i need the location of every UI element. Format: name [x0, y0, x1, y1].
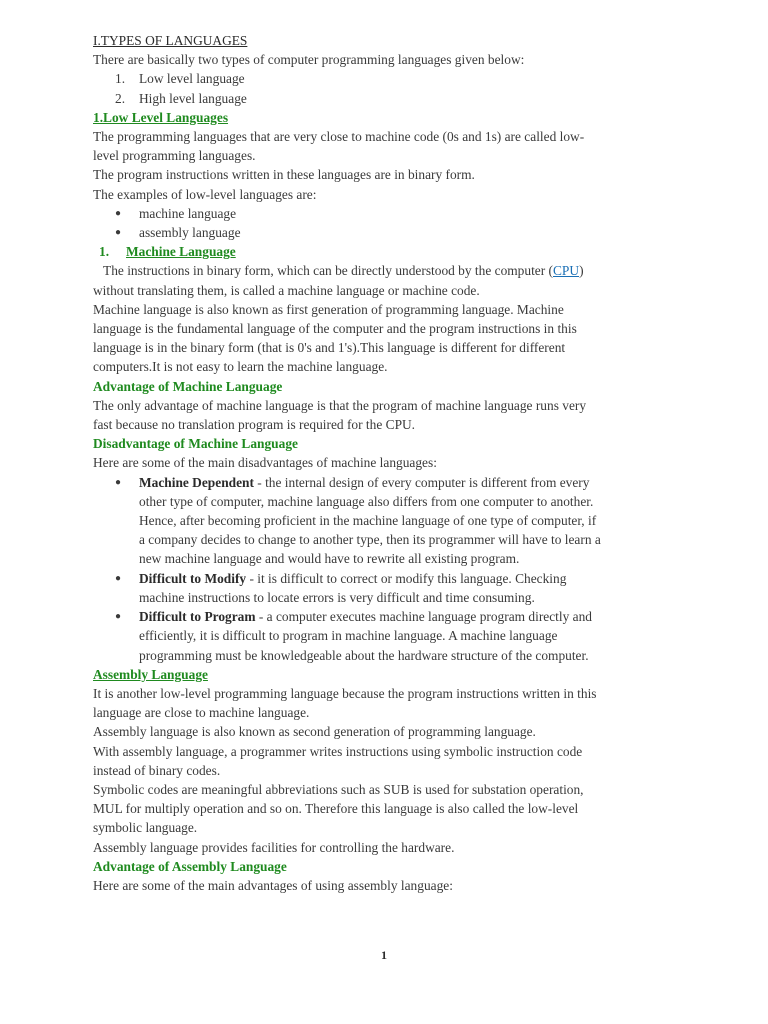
language-types-list: [93, 69, 683, 107]
disadvantage-text: machine instructions to locate errors is very difficult and time consuming.: [139, 589, 535, 605]
disadvantage-text: - the internal design of every computer is different from every: [253, 474, 590, 490]
machine-paragraph-line: computers.It is not easy to learn the machine language.: [93, 359, 388, 375]
low-level-examples-intro: The examples of low-level languages are:: [93, 186, 317, 202]
assembly-paragraph-line: language are close to machine language.: [93, 705, 310, 721]
disadvantage-term: Difficult to Program: [139, 609, 256, 625]
list-item: [93, 473, 683, 569]
disadvantage-text: a company decides to change to another type, then its programmer will have to learn a: [139, 532, 601, 548]
disadv-machine-heading: Disadvantage of Machine Language: [93, 436, 298, 452]
machine-text: The instructions in binary form, which can be directly understood by the computer (: [103, 263, 553, 279]
assembly-paragraph-line: Symbolic codes are meaningful abbreviations such as SUB is used for substation operation,: [93, 781, 584, 797]
assembly-paragraph-line: MUL for multiply operation and so on. Therefore this language is also called the low-level: [93, 801, 579, 817]
adv-assembly-intro: Here are some of the main advantages of using assembly language:: [93, 877, 453, 893]
list-item-text: assembly language: [139, 225, 241, 241]
assembly-paragraph-line: Assembly language provides facilities for controlling the hardware.: [93, 839, 455, 855]
list-item: [93, 223, 683, 242]
low-level-examples-list: [93, 204, 683, 242]
page-number: 1: [381, 948, 387, 962]
machine-paragraph-line: language is the fundamental language of the computer and the program instructions in this: [93, 321, 577, 337]
bullet-icon: ●: [115, 611, 122, 623]
low-level-paragraph: The program instructions written in these languages are in binary form.: [93, 167, 475, 183]
disadvantage-text: efficiently, it is difficult to program in machine language. A machine language: [139, 628, 558, 644]
disadvantage-text: - it is difficult to correct or modify this language. Checking: [246, 570, 567, 586]
machine-language-heading: [93, 242, 683, 261]
list-item-text: machine language: [139, 205, 237, 221]
disadvantage-text: other type of computer, machine language also differs from one computer to another.: [139, 493, 594, 509]
list-item-text: High level language: [139, 90, 247, 106]
disadvantage-term: Machine Dependent: [139, 474, 254, 490]
disadvantage-text: new machine language and would have to rewrite all existing program.: [139, 551, 520, 567]
cpu-link[interactable]: CPU: [553, 263, 580, 279]
bullet-icon: ●: [115, 207, 122, 219]
document-title: I.TYPES OF LANGUAGES: [93, 33, 248, 48]
assembly-heading: Assembly Language: [93, 666, 208, 682]
list-item: [93, 569, 683, 607]
list-item-text: Low level language: [139, 71, 245, 87]
bullet-icon: ●: [115, 572, 122, 584]
assembly-paragraph-line: Assembly language is also known as second generation of programming language.: [93, 724, 536, 740]
machine-paragraph-line: language is in the binary form (that is 0's and 1's).This language is different for different: [93, 340, 566, 356]
document-page: [93, 31, 683, 895]
list-number: 1.: [115, 71, 126, 87]
disadvantage-text: - a computer executes machine language program directly and: [255, 609, 592, 625]
adv-machine-line: fast because no translation program is required for the CPU.: [93, 417, 416, 433]
assembly-paragraph-line: With assembly language, a programmer writes instructions using symbolic instruction code: [93, 743, 583, 759]
assembly-paragraph-line: symbolic language.: [93, 820, 198, 836]
list-item: [93, 607, 683, 665]
disadv-machine-intro: Here are some of the main disadvantages of machine languages:: [93, 455, 437, 471]
low-level-heading: 1.Low Level Languages: [93, 109, 229, 125]
adv-assembly-heading: Advantage of Assembly Language: [93, 858, 287, 874]
assembly-paragraph-line: It is another low-level programming language because the program instructions written in this: [93, 685, 597, 701]
list-item: [93, 89, 683, 108]
list-item: [93, 69, 683, 88]
heading-number: 1.: [99, 244, 110, 260]
disadvantage-term: Difficult to Modify: [139, 570, 247, 586]
adv-machine-heading: Advantage of Machine Language: [93, 378, 283, 394]
adv-machine-line: The only advantage of machine language is that the program of machine language runs very: [93, 397, 587, 413]
intro-text: There are basically two types of computer programming languages given below:: [93, 52, 525, 68]
low-level-paragraph-line: The programming languages that are very close to machine code (0s and 1s) are called low-: [93, 129, 585, 145]
machine-paragraph-line: Machine language is also known as first generation of programming language. Machine: [93, 301, 564, 317]
assembly-paragraph-line: instead of binary codes.: [93, 762, 221, 778]
bullet-icon: ●: [115, 476, 122, 488]
disadvantages-list: [93, 473, 683, 665]
machine-text: ): [579, 263, 584, 279]
disadvantage-text: Hence, after becoming proficient in the machine language of one type of computer, if: [139, 513, 597, 529]
heading-text: Machine Language: [126, 244, 236, 260]
disadvantage-text: programming must be knowledgeable about the hardware structure of the computer.: [139, 647, 589, 663]
bullet-icon: ●: [115, 227, 122, 239]
list-number: 2.: [115, 90, 126, 106]
machine-paragraph-line: without translating them, is called a machine language or machine code.: [93, 282, 480, 298]
machine-paragraph-line: [93, 261, 683, 280]
list-item: [93, 204, 683, 223]
low-level-paragraph-line: level programming languages.: [93, 148, 256, 164]
